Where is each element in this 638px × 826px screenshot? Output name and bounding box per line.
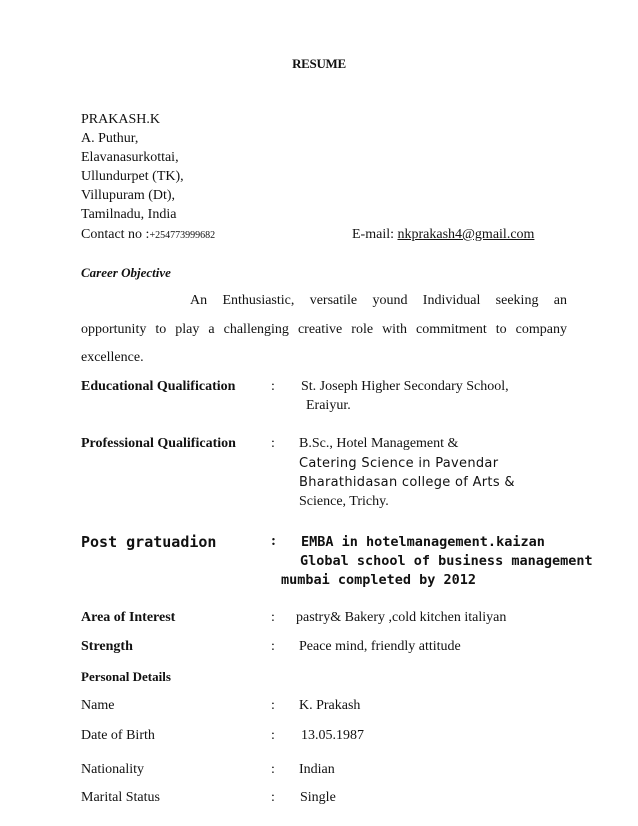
strength-value: Peace mind, friendly attitude: [299, 639, 461, 654]
interest-colon: :: [271, 610, 275, 625]
education-label: Educational Qualification: [81, 379, 236, 394]
name-value: K. Prakash: [299, 698, 361, 713]
education-line-2: Eraiyur.: [306, 398, 351, 413]
professional-line-4: Science, Trichy.: [299, 494, 389, 509]
marital-status-colon: :: [271, 790, 275, 805]
professional-line-3: Bharathidasan college of Arts &: [299, 475, 515, 490]
address-line-4: Villupuram (Dt),: [81, 188, 176, 203]
professional-line-2: Catering Science in Pavendar: [299, 456, 499, 471]
dob-value: 13.05.1987: [301, 728, 364, 743]
professional-line-1: B.Sc., Hotel Management &: [299, 436, 459, 451]
email-link[interactable]: nkprakash4@gmail.com: [397, 227, 535, 242]
career-objective-heading: Career Objective: [81, 265, 171, 280]
nationality-label: Nationality: [81, 762, 144, 777]
post-graduation-line-2: Global school of business management: [300, 553, 593, 569]
dob-label: Date of Birth: [81, 728, 155, 743]
applicant-name: PRAKASH.K: [81, 112, 160, 127]
address-line-2: Elavanasurkottai,: [81, 150, 179, 165]
name-colon: :: [271, 698, 275, 713]
post-graduation-line-3: mumbai completed by 2012: [281, 572, 477, 588]
post-graduation-line-1: EMBA in hotelmanagement.kaizan: [301, 534, 545, 550]
phone-number: +254773999682: [149, 230, 216, 241]
personal-details-heading: Personal Details: [81, 669, 171, 684]
strength-label: Strength: [81, 639, 133, 654]
career-objective-line-2: opportunity to play a challenging creative role with commitment to company: [81, 322, 567, 337]
marital-status-value: Single: [300, 790, 336, 805]
dob-colon: :: [271, 728, 275, 743]
nationality-value: Indian: [299, 762, 335, 777]
professional-colon: :: [271, 436, 275, 451]
page-title: RESUME: [292, 56, 346, 71]
address-line-1: A. Puthur,: [81, 131, 139, 146]
post-graduation-label: Post gratuadion: [81, 533, 217, 551]
email-line: [352, 225, 534, 244]
interest-value: pastry& Bakery ,cold kitchen italiyan: [296, 610, 507, 625]
career-objective-line-3: excellence.: [81, 350, 144, 365]
name-label: Name: [81, 698, 115, 713]
career-objective-line-1: An Enthusiastic, versatile yound Individual seeking an: [190, 293, 567, 308]
post-graduation-colon: :: [271, 533, 276, 549]
professional-label: Professional Qualification: [81, 436, 236, 451]
phone-label: Contact no :: [81, 227, 150, 242]
marital-status-label: Marital Status: [81, 790, 160, 805]
contact-line: [81, 225, 215, 245]
strength-colon: :: [271, 639, 275, 654]
education-line-1: St. Joseph Higher Secondary School,: [301, 379, 509, 394]
address-line-5: Tamilnadu, India: [81, 207, 177, 222]
nationality-colon: :: [271, 762, 275, 777]
email-label: E-mail:: [352, 227, 398, 242]
address-line-3: Ullundurpet (TK),: [81, 169, 184, 184]
education-colon: :: [271, 379, 275, 394]
interest-label: Area of Interest: [81, 610, 176, 625]
